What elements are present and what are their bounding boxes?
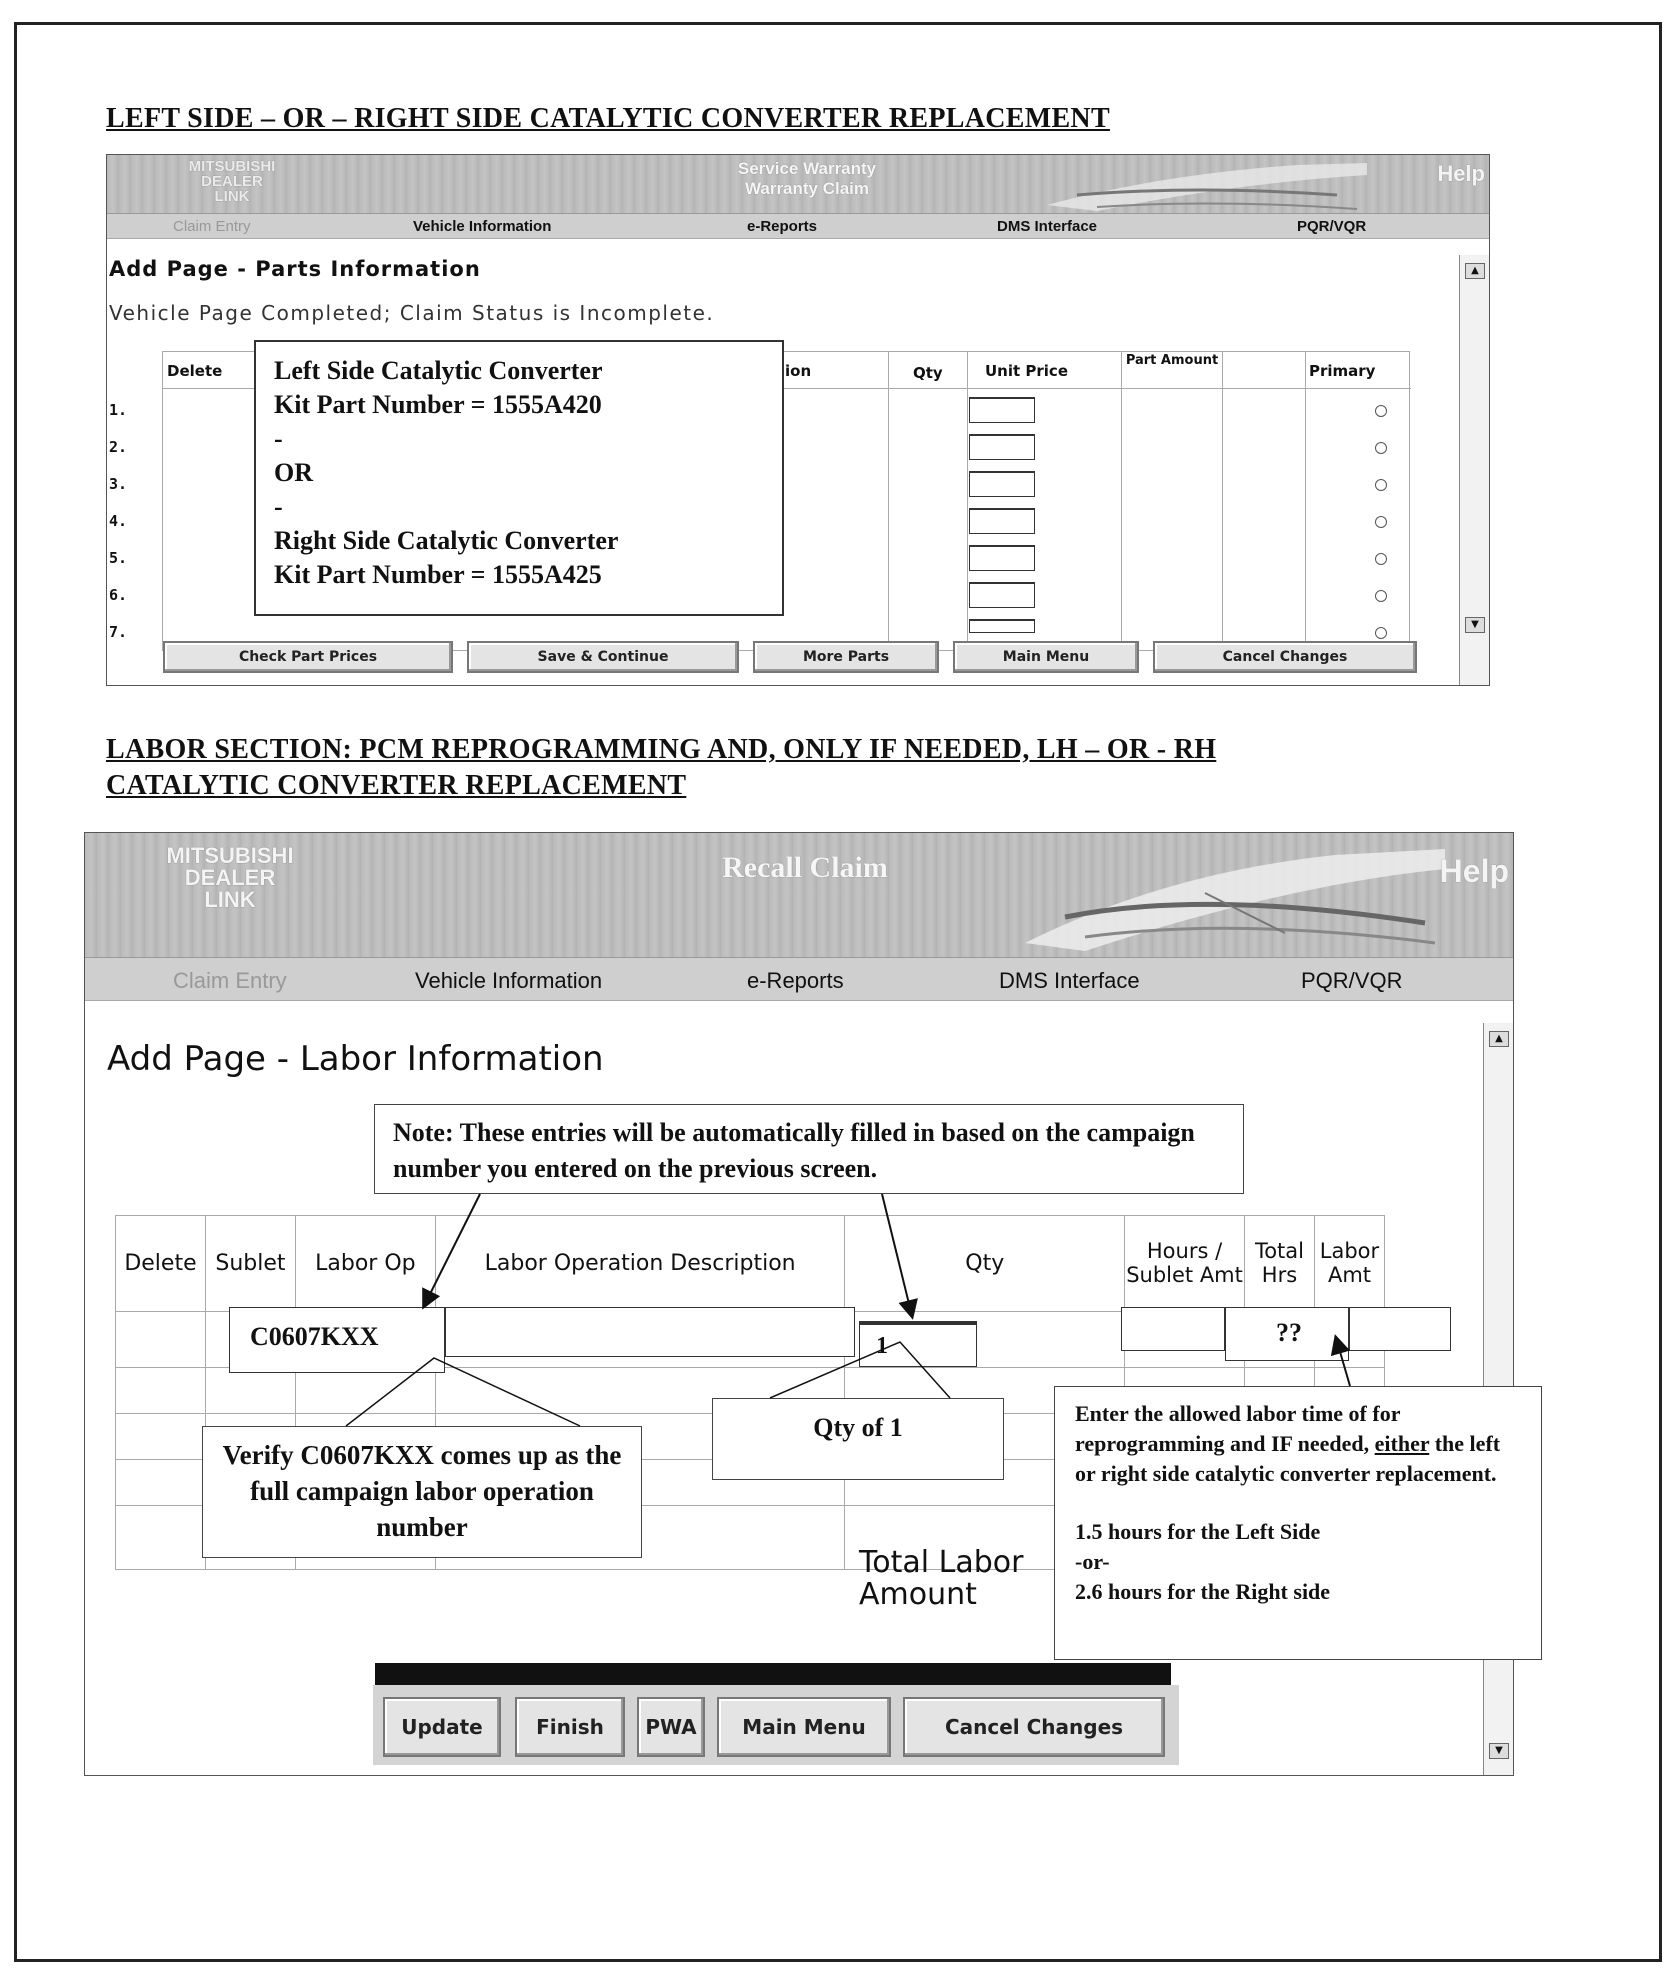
cancel-changes-button[interactable]: Cancel Changes [903,1697,1165,1757]
banner-title: Recall Claim [722,851,888,884]
section1-heading: LEFT SIDE – OR – RIGHT SIDE CATALYTIC CONVERTER REPLACEMENT [106,103,1110,134]
col-description: ion [785,362,812,380]
total-hrs-input[interactable]: ?? [1225,1307,1349,1361]
save-continue-button[interactable]: Save & Continue [467,641,739,673]
col-qty: Qty [913,364,943,382]
page-title: Add Page - Parts Information [109,257,481,281]
qty-callout: Qty of 1 [712,1398,1004,1480]
nav-dms-interface[interactable]: DMS Interface [997,218,1098,235]
part-number-callout: Left Side Catalytic Converter Kit Part Number = 1555A420 - OR - Right Side Catalytic Converter Kit Part Number = 1555A425 [254,340,784,616]
col-labor-amt: Labor Amt [1314,1216,1384,1312]
row-number: 3. [109,475,128,493]
nav-pqr-vqr[interactable]: PQR/VQR [1301,968,1403,993]
col-delete: Delete [116,1216,206,1312]
verify-callout: Verify C0607KXX comes up as the full campaign labor operation number [202,1426,642,1558]
scroll-down-icon[interactable]: ▼ [1465,617,1485,633]
help-link[interactable]: Help [1437,161,1485,186]
section2-heading: LABOR SECTION: PCM REPROGRAMMING AND, ONLY IF NEEDED, LH – OR - RH CATALYTIC CONVERTER REPLACEMENT [106,734,1217,801]
nav-claim-entry[interactable]: Claim Entry [173,218,251,235]
nav-claim-entry[interactable]: Claim Entry [173,968,287,993]
note-arrow-qty [882,1194,912,1316]
update-button[interactable]: Update [383,1697,501,1757]
nav-e-reports[interactable]: e-Reports [747,218,818,235]
logo: MITSUBISHI DEALER LINK [166,843,294,912]
row-number: 4. [109,512,128,530]
page-title: Add Page - Labor Information [107,1039,604,1079]
claim-status: Vehicle Page Completed; Claim Status is Incomplete. [109,301,715,325]
row-number: 1. [109,401,128,419]
nav-dms-interface[interactable]: DMS Interface [999,968,1140,993]
col-unit-price: Unit Price [985,362,1068,380]
row-number: 2. [109,438,128,456]
col-description: Labor Operation Description [435,1216,845,1312]
check-part-prices-button[interactable]: Check Part Prices [163,641,453,673]
help-link[interactable]: Help [1439,853,1509,889]
col-qty: Qty [845,1216,1125,1312]
col-total-hrs: Total Hrs [1245,1216,1315,1312]
scroll-up-icon[interactable]: ▲ [1465,263,1485,279]
col-sublet: Sublet [205,1216,295,1312]
more-parts-button[interactable]: More Parts [753,641,939,673]
scroll-down-icon[interactable]: ▼ [1489,1743,1509,1759]
note-callout: Note: These entries will be automatically filled in based on the campaign number you entered on the previous screen. [374,1104,1244,1194]
col-primary: Primary [1309,362,1376,380]
col-part-amount: Part Amount [1125,353,1219,368]
note-arrow-labor-op [424,1194,480,1306]
main-menu-button[interactable]: Main Menu [953,641,1139,673]
row-number: 6. [109,586,128,604]
col-delete: Delete [167,362,223,380]
logo: MITSUBISHI DEALER LINK [188,158,276,205]
qty-callout-pointer [770,1342,950,1398]
cancel-changes-button[interactable]: Cancel Changes [1153,641,1417,673]
nav-e-reports[interactable]: e-Reports [747,968,844,993]
nav-vehicle-information[interactable]: Vehicle Information [415,968,603,993]
col-labor-op: Labor Op [295,1216,435,1312]
verify-callout-pointer [346,1358,580,1426]
labor-time-callout: Enter the allowed labor time of for reprogramming and IF needed, either the left or right side catalytic converter replacement. 1.5 hours for the Left Side -or- 2.6 hours for the Right side [1054,1386,1542,1660]
nav-pqr-vqr[interactable]: PQR/VQR [1297,218,1367,235]
row-number: 7. [109,623,128,641]
scroll-up-icon[interactable]: ▲ [1489,1031,1509,1047]
finish-button[interactable]: Finish [515,1697,625,1757]
main-menu-button[interactable]: Main Menu [717,1697,891,1757]
nav-vehicle-information[interactable]: Vehicle Information [413,218,552,235]
qty-input[interactable]: 1 [859,1321,977,1367]
total-labor-amount-label: Total Labor Amount [859,1545,1024,1612]
pwa-button[interactable]: PWA [637,1697,705,1757]
col-hours-sublet-amt: Hours / Sublet Amt [1125,1216,1245,1312]
labor-time-arrow [1336,1338,1350,1386]
banner-title: Service Warranty Warranty Claim [737,159,877,198]
labor-op-input[interactable]: C0607KXX [229,1307,445,1373]
row-number: 5. [109,549,128,567]
